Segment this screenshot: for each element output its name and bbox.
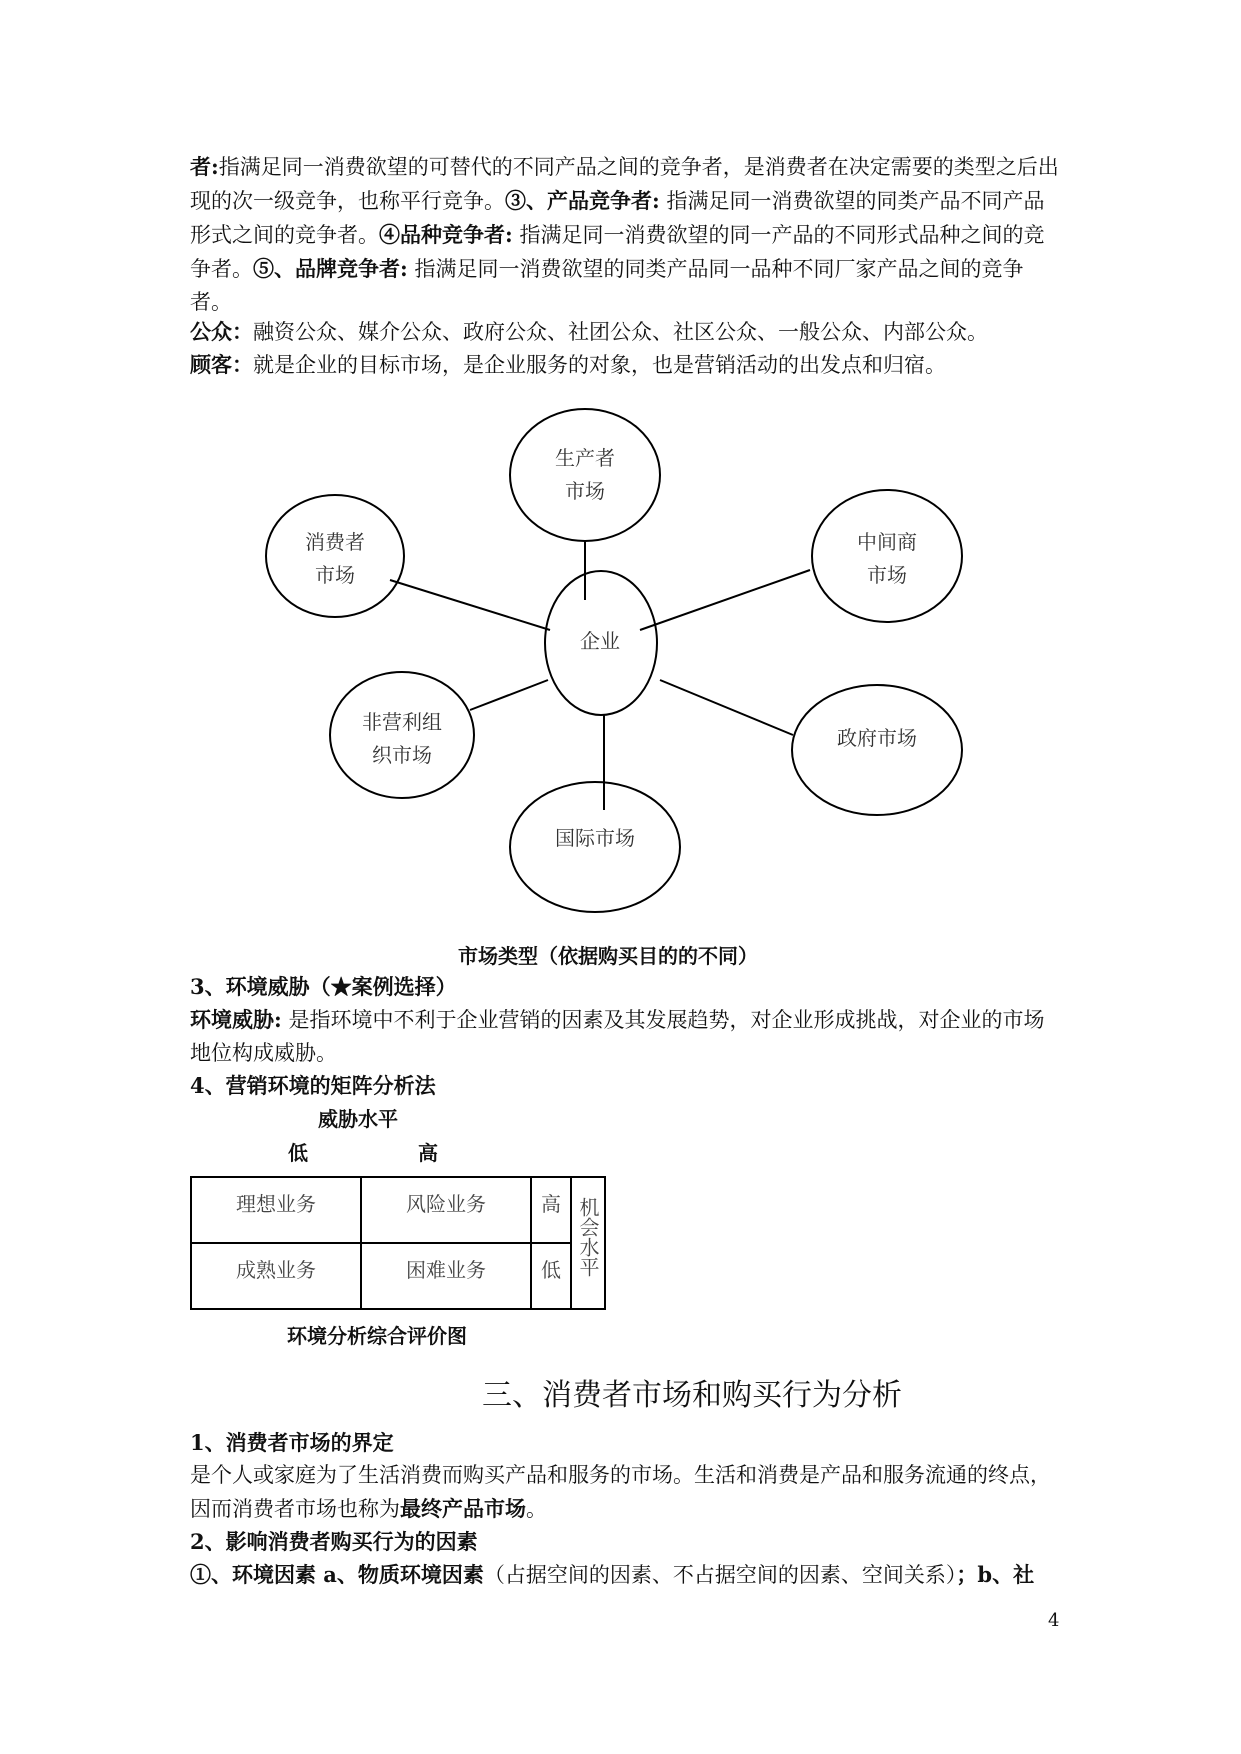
bold-term: ④品种竞争者: [379,222,513,247]
body-text: （占据空间的因素、不占据空间的因素、空间关系） [483,1563,957,1587]
body-text: 指满足同一消费欲望的可替代的不同产品之间的竞争者，是消费者在决定需要的类型之后出现的次一级竞争，也称平行竞争。 [190,155,1059,213]
threat-low-label: 低 [288,1141,308,1165]
opportunity-high-label: 高 [531,1177,571,1243]
bold-term: ①、环境因素 a、物质环境因素 [190,1562,484,1587]
body-text: 就是企业的目标市场，是企业服务的对象，也是营销活动的出发点和归宿。 [253,353,946,377]
threat-high-label: 高 [418,1141,438,1165]
node-label: 市场 [315,563,355,587]
node-label: 市场 [867,563,907,587]
body-text: 指满足同一消费欲望的同类产品不同产品形式之间的竞争者。 [190,189,1045,247]
connector-line [390,580,550,630]
matrix-cell: 困难业务 [361,1243,531,1309]
table-row [191,1243,605,1309]
table-row [191,1177,605,1243]
bold-term: 顾客： [190,352,253,377]
body-text: 指满足同一消费欲望的同类产品同一品种不同厂家产品之间的竞争者。 [190,257,1024,314]
bold-term: 者: [190,154,219,179]
bold-term: ⑤、品牌竞争者: [253,256,408,281]
node-label: 国际市场 [555,826,635,850]
body-text: 。 [526,1497,547,1521]
node-label: 非营利组 [362,710,442,734]
connector-line [640,570,810,630]
threat-level-label: 威胁水平 [318,1107,398,1131]
matrix-cell: 成熟业务 [191,1243,361,1309]
node-intermediary-market [812,490,962,622]
section-3-heading: 3、环境威胁（★案例选择） [190,974,457,999]
node-label: 市场 [565,479,605,503]
chapter-title: 三、消费者市场和购买行为分析 [482,1378,902,1413]
node-label: 中间商 [857,530,917,554]
matrix-cell: 理想业务 [191,1177,361,1243]
node-producer-market [510,409,660,541]
bold-term: ③、产品竞争者: [505,188,660,213]
connector-line [660,680,793,735]
body-text: 融资公众、媒介公众、政府公众、社团公众、社区公众、一般公众、内部公众。 [253,320,988,344]
page-number: 4 [1048,1610,1060,1631]
section-4-heading: 4、营销环境的矩阵分析法 [190,1073,436,1098]
threat-paragraph [190,1003,1060,1070]
consumer-heading-2: 2、影响消费者购买行为的因素 [190,1529,478,1554]
bold-term: 环境威胁: [190,1007,282,1032]
body-text: 是指环境中不利于企业营销的因素及其发展趋势，对企业形成挑战，对企业的市场地位构成威胁。 [190,1008,1045,1065]
node-label: 消费者 [305,530,365,554]
opportunity-level-label [571,1177,605,1309]
diagram-caption: 市场类型（依据购买目的的不同） [458,944,758,968]
bold-term: 公众： [190,319,253,344]
environment-matrix [190,1176,606,1310]
node-nonprofit-market [330,672,474,798]
connector-line [470,680,548,710]
node-consumer-market [266,495,404,617]
body-text: 指满足同一消费欲望的同一产品的不同形式品种之间的竞争者。 [190,223,1045,281]
factors-paragraph [190,1558,1060,1592]
node-label: 政府市场 [837,726,917,750]
node-government-market [792,685,962,815]
center-label: 企业 [580,629,620,653]
bold-term: 最终产品市场 [400,1496,526,1521]
vertical-label-text: 机会水平 [576,1197,600,1277]
matrix-caption: 环境分析综合评价图 [287,1324,467,1348]
opportunity-low-label: 低 [531,1243,571,1309]
node-label: 生产者 [555,446,615,470]
bold-term: ；b、社 [956,1562,1035,1587]
matrix-cell: 风险业务 [361,1177,531,1243]
consumer-heading-1: 1、消费者市场的界定 [190,1430,394,1455]
node-label: 织市场 [372,743,432,767]
consumer-paragraph [190,1459,1060,1526]
body-text: 是个人或家庭为了生活消费而购买产品和服务的市场。生活和消费是产品和服务流通的终点，因而消费者市场也称为 [190,1463,1051,1521]
